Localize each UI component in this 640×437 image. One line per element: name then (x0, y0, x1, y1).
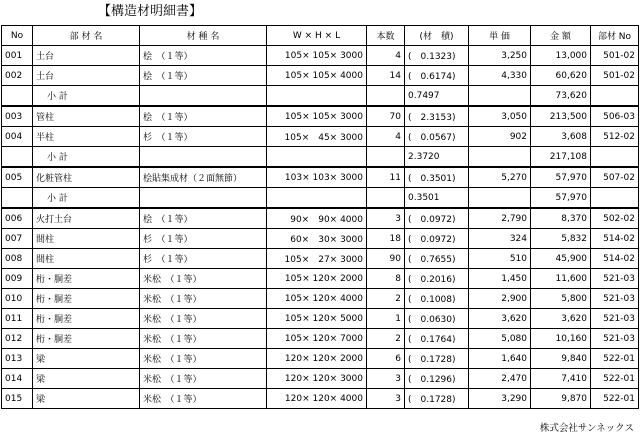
cell-quantity: 14 (367, 66, 405, 86)
cell-part-no: 501-02 (591, 66, 639, 86)
cell-no: 005 (2, 167, 33, 188)
cell-no: 015 (2, 389, 33, 409)
cell-material: 米松 （１等） (140, 309, 267, 329)
cell-dimensions: 105× 27× 3000 (267, 249, 367, 269)
cell-volume: ( 0.3501) (405, 167, 469, 188)
cell-material (140, 86, 267, 107)
cell-no: 012 (2, 329, 33, 349)
subtotal-label: 小 計 (33, 188, 140, 209)
cell-no: 006 (2, 208, 33, 229)
table-row (2, 349, 639, 369)
cell-no (2, 86, 33, 107)
cell-part-name: 梁 (33, 389, 140, 409)
cell-quantity: 70 (367, 106, 405, 127)
cell-volume: ( 0.0630) (405, 309, 469, 329)
cell-amount: 10,160 (531, 329, 591, 349)
cell-dimensions: 105× 105× 3000 (267, 46, 367, 66)
header-dimensions: W × H × L (267, 26, 367, 46)
document-title: 【構造材明細書】 (98, 4, 203, 19)
header-part-no: 部材 No (591, 26, 639, 46)
cell-material: 桧 （１等） (140, 208, 267, 229)
cell-dimensions: 105× 45× 3000 (267, 127, 367, 147)
cell-amount: 5,800 (531, 289, 591, 309)
cell-unit-price: 510 (469, 249, 531, 269)
cell-volume: ( 0.1728) (405, 389, 469, 409)
cell-amount: 45,900 (531, 249, 591, 269)
cell-part-no: 514-02 (591, 249, 639, 269)
cell-dimensions (267, 188, 367, 209)
subtotal-volume: 0.3501 (405, 188, 469, 209)
cell-no (2, 188, 33, 209)
cell-volume: ( 0.1296) (405, 369, 469, 389)
cell-material: 杉 （１等） (140, 127, 267, 147)
cell-no: 008 (2, 249, 33, 269)
cell-material: 桧 （１等） (140, 106, 267, 127)
cell-quantity: 4 (367, 127, 405, 147)
cell-material: 米松 （１等） (140, 369, 267, 389)
cell-amount: 3,620 (531, 309, 591, 329)
table-row (2, 66, 639, 86)
subtotal-label: 小 計 (33, 86, 140, 107)
cell-unit-price: 2,900 (469, 289, 531, 309)
cell-material: 米松 （１等） (140, 289, 267, 309)
cell-amount: 213,500 (531, 106, 591, 127)
cell-part-no: 512-02 (591, 127, 639, 147)
header-unit-price: 単 価 (469, 26, 531, 46)
cell-material: 米松 （１等） (140, 269, 267, 289)
cell-no: 003 (2, 106, 33, 127)
cell-part-name: 間柱 (33, 229, 140, 249)
cell-unit-price: 3,290 (469, 389, 531, 409)
cell-quantity: 1 (367, 309, 405, 329)
header-no: No (2, 26, 33, 46)
cell-part-no: 507-02 (591, 167, 639, 188)
cell-unit-price (469, 188, 531, 209)
subtotal-row (2, 188, 639, 209)
cell-dimensions (267, 147, 367, 168)
cell-volume: ( 0.1728) (405, 349, 469, 369)
cell-quantity: 4 (367, 46, 405, 66)
cell-unit-price: 4,330 (469, 66, 531, 86)
cell-part-no: 521-03 (591, 269, 639, 289)
cell-dimensions (267, 86, 367, 107)
cell-amount: 8,370 (531, 208, 591, 229)
cell-unit-price: 3,620 (469, 309, 531, 329)
cell-part-name: 桁・胴差 (33, 269, 140, 289)
cell-part-no: 521-03 (591, 309, 639, 329)
cell-unit-price: 1,450 (469, 269, 531, 289)
cell-part-no: 506-03 (591, 106, 639, 127)
cell-amount: 7,410 (531, 369, 591, 389)
cell-volume: ( 0.1323) (405, 46, 469, 66)
cell-unit-price: 324 (469, 229, 531, 249)
cell-part-no: 522-01 (591, 369, 639, 389)
cell-unit-price (469, 86, 531, 107)
cell-volume: ( 0.0567) (405, 127, 469, 147)
cell-dimensions: 105× 120× 7000 (267, 329, 367, 349)
cell-volume: ( 0.0972) (405, 208, 469, 229)
cell-quantity: 2 (367, 329, 405, 349)
cell-part-no: 522-01 (591, 389, 639, 409)
cell-amount: 3,608 (531, 127, 591, 147)
subtotal-amount: 57,970 (531, 188, 591, 209)
cell-part-name: 半柱 (33, 127, 140, 147)
cell-part-no: 514-02 (591, 229, 639, 249)
subtotal-label: 小 計 (33, 147, 140, 168)
cell-dimensions: 105× 105× 4000 (267, 66, 367, 86)
table-row (2, 167, 639, 188)
cell-no (2, 147, 33, 168)
cell-quantity (367, 147, 405, 168)
subtotal-volume: 2.3720 (405, 147, 469, 168)
cell-part-name: 桁・胴差 (33, 329, 140, 349)
header-part-name: 部 材 名 (33, 26, 140, 46)
subtotal-amount: 217,108 (531, 147, 591, 168)
cell-volume: ( 0.1008) (405, 289, 469, 309)
table-row (2, 269, 639, 289)
cell-volume: ( 0.6174) (405, 66, 469, 86)
cell-unit-price: 5,270 (469, 167, 531, 188)
cell-part-no: 502-02 (591, 208, 639, 229)
cell-part-name: 桁・胴差 (33, 289, 140, 309)
table-row (2, 369, 639, 389)
cell-part-no (591, 147, 639, 168)
cell-material: 杉 （１等） (140, 229, 267, 249)
cell-part-name: 間柱 (33, 249, 140, 269)
cell-amount: 57,970 (531, 167, 591, 188)
table-row (2, 106, 639, 127)
table-row (2, 229, 639, 249)
cell-dimensions: 120× 120× 4000 (267, 389, 367, 409)
cell-part-no: 501-02 (591, 46, 639, 66)
table-row (2, 127, 639, 147)
table-row (2, 249, 639, 269)
subtotal-amount: 73,620 (531, 86, 591, 107)
table-row (2, 289, 639, 309)
cell-quantity: 6 (367, 349, 405, 369)
cell-volume: ( 0.1764) (405, 329, 469, 349)
cell-quantity: 18 (367, 229, 405, 249)
table-row (2, 208, 639, 229)
table-row (2, 46, 639, 66)
cell-no: 001 (2, 46, 33, 66)
cell-part-no: 521-03 (591, 289, 639, 309)
cell-quantity: 3 (367, 369, 405, 389)
cell-dimensions: 105× 120× 2000 (267, 269, 367, 289)
cell-volume: ( 0.2016) (405, 269, 469, 289)
cell-unit-price: 1,640 (469, 349, 531, 369)
cell-part-name: 管柱 (33, 106, 140, 127)
cell-no: 009 (2, 269, 33, 289)
subtotal-volume: 0.7497 (405, 86, 469, 107)
cell-material (140, 188, 267, 209)
cell-quantity: 11 (367, 167, 405, 188)
cell-material: 桧貼集成材（２面無節） (140, 167, 267, 188)
cell-no: 011 (2, 309, 33, 329)
subtotal-row (2, 86, 639, 107)
header-quantity: 本数 (367, 26, 405, 46)
cell-dimensions: 105× 120× 4000 (267, 289, 367, 309)
cell-amount: 9,870 (531, 389, 591, 409)
cell-amount: 5,832 (531, 229, 591, 249)
cell-volume: ( 0.7655) (405, 249, 469, 269)
cell-unit-price: 902 (469, 127, 531, 147)
cell-part-no (591, 86, 639, 107)
cell-amount: 9,840 (531, 349, 591, 369)
structural-materials-table (1, 25, 639, 409)
subtotal-row (2, 147, 639, 168)
header-volume: (材 積) (405, 26, 469, 46)
cell-part-no (591, 188, 639, 209)
cell-material: 米松 （１等） (140, 329, 267, 349)
cell-part-name: 土台 (33, 66, 140, 86)
cell-amount: 13,000 (531, 46, 591, 66)
cell-part-name: 桁・胴差 (33, 309, 140, 329)
cell-quantity (367, 188, 405, 209)
table-row (2, 329, 639, 349)
table-header-row (2, 26, 639, 46)
cell-dimensions: 103× 103× 3000 (267, 167, 367, 188)
cell-no: 010 (2, 289, 33, 309)
cell-part-name: 火打土台 (33, 208, 140, 229)
cell-amount: 60,620 (531, 66, 591, 86)
cell-no: 002 (2, 66, 33, 86)
cell-unit-price: 2,790 (469, 208, 531, 229)
company-name: 株式会社サンネックス (539, 423, 634, 434)
cell-quantity: 90 (367, 249, 405, 269)
cell-dimensions: 120× 120× 2000 (267, 349, 367, 369)
table-row (2, 309, 639, 329)
cell-unit-price (469, 147, 531, 168)
cell-no: 014 (2, 369, 33, 389)
cell-dimensions: 105× 105× 3000 (267, 106, 367, 127)
cell-no: 007 (2, 229, 33, 249)
cell-quantity: 3 (367, 208, 405, 229)
header-material: 材 種 名 (140, 26, 267, 46)
cell-material: 米松 （１等） (140, 389, 267, 409)
cell-part-no: 522-01 (591, 349, 639, 369)
cell-volume: ( 0.0972) (405, 229, 469, 249)
table-row (2, 389, 639, 409)
cell-dimensions: 90× 90× 4000 (267, 208, 367, 229)
cell-dimensions: 60× 30× 3000 (267, 229, 367, 249)
cell-unit-price: 3,250 (469, 46, 531, 66)
cell-dimensions: 120× 120× 3000 (267, 369, 367, 389)
cell-material: 米松 （１等） (140, 349, 267, 369)
cell-unit-price: 5,080 (469, 329, 531, 349)
cell-unit-price: 3,050 (469, 106, 531, 127)
cell-material (140, 147, 267, 168)
cell-part-name: 梁 (33, 369, 140, 389)
cell-part-name: 梁 (33, 349, 140, 369)
cell-material: 杉 （１等） (140, 249, 267, 269)
cell-quantity (367, 86, 405, 107)
cell-material: 桧 （１等） (140, 46, 267, 66)
header-amount: 金 額 (531, 26, 591, 46)
cell-quantity: 3 (367, 389, 405, 409)
cell-material: 桧 （１等） (140, 66, 267, 86)
cell-volume: ( 2.3153) (405, 106, 469, 127)
cell-amount: 11,600 (531, 269, 591, 289)
cell-quantity: 2 (367, 289, 405, 309)
cell-no: 004 (2, 127, 33, 147)
cell-quantity: 8 (367, 269, 405, 289)
cell-part-no: 521-03 (591, 329, 639, 349)
cell-part-name: 土台 (33, 46, 140, 66)
cell-no: 013 (2, 349, 33, 369)
cell-unit-price: 2,470 (469, 369, 531, 389)
cell-part-name: 化粧管柱 (33, 167, 140, 188)
cell-dimensions: 105× 120× 5000 (267, 309, 367, 329)
